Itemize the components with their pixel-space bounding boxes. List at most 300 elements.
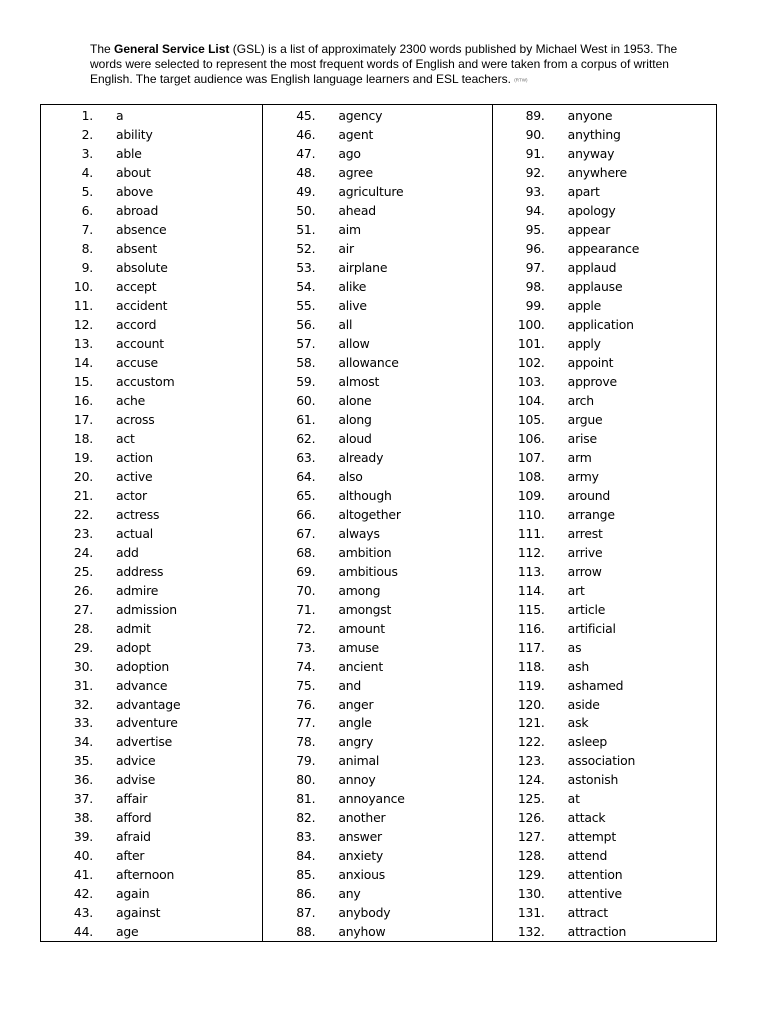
list-item [263,884,491,903]
list-item-number: 75. [296,677,316,693]
list-item-number: 21. [73,487,93,503]
list-item-word: appearance [567,240,640,256]
list-item-word: among [338,582,381,598]
list-item [493,581,716,600]
list-item [263,201,491,220]
list-item-word: already [338,449,384,465]
list-item [493,638,716,657]
list-item [41,638,262,657]
list-item-word: advice [116,753,156,769]
intro-body-text: (GSL) is a list of approximately 2300 words published by Michael West in 1953. The words were selected to represent the most frequent words of English and were taken from a corpus of written English. The target audience was English language learners and ESL teachers. [90,42,678,86]
list-item [41,201,262,220]
list-item [493,239,716,258]
list-item-number: 73. [296,639,316,655]
list-item-word: art [567,582,585,598]
intro-title-bold: General Service List [114,42,230,56]
list-item [493,277,716,296]
list-item-word: adoption [116,658,170,674]
list-item-number: 23. [73,525,93,541]
list-item-word: action [116,449,153,465]
list-item-number: 58. [296,354,316,370]
list-item-word: altogether [338,506,401,522]
list-item-number: 87. [296,905,316,921]
list-item [41,600,262,619]
list-item [41,353,262,372]
list-item-number: 72. [296,620,316,636]
list-item [41,714,262,733]
list-item [263,770,491,789]
list-item-word: ambition [338,544,392,560]
list-item-word: abroad [116,202,159,218]
list-item-number: 105. [517,411,545,427]
list-item-number: 38. [73,810,93,826]
list-item-number: 103. [517,373,545,389]
list-item-number: 29. [73,639,93,655]
list-item-number: 97. [525,259,545,275]
list-item [263,106,491,125]
list-item-word: anger [338,696,374,712]
list-item-word: against [116,905,161,921]
list-item-word: ashamed [567,677,624,693]
list-item [41,789,262,808]
list-item-number: 51. [296,221,316,237]
list-item [41,808,262,827]
list-item-word: aim [338,221,361,237]
list-item [41,163,262,182]
list-item-number: 63. [296,449,316,465]
list-item-number: 22. [73,506,93,522]
list-item-number: 112. [517,544,545,560]
list-item [493,201,716,220]
list-item [493,903,716,922]
list-item-word: anything [567,126,621,142]
list-item [493,391,716,410]
list-item-word: adopt [116,639,151,655]
list-item-word: allow [338,335,370,351]
list-item [493,657,716,676]
list-item-word: angle [338,715,372,731]
list-item-word: agent [338,126,374,142]
list-item [263,543,491,562]
list-item [263,676,491,695]
list-item-number: 24. [73,544,93,560]
list-item-number: 55. [296,297,316,313]
list-item [263,903,491,922]
list-item-word: apart [567,183,600,199]
list-item-number: 49. [296,183,316,199]
list-item-number: 31. [73,677,93,693]
list-item [263,391,491,410]
list-item-number: 32. [73,696,93,712]
list-item [41,846,262,865]
list-item-number: 20. [73,468,93,484]
list-item [41,391,262,410]
list-item-word: anyhow [338,924,386,940]
list-item [41,334,262,353]
list-item-number: 127. [517,829,545,845]
list-item-word: anywhere [567,164,627,180]
list-item-number: 35. [73,753,93,769]
list-item-word: any [338,886,361,902]
list-item-number: 132. [517,924,545,940]
list-item [493,789,716,808]
list-item [493,296,716,315]
list-item-word: afraid [116,829,151,845]
list-item-word: alone [338,392,372,408]
list-item-word: accuse [116,354,158,370]
list-item-word: apple [567,297,602,313]
list-item-word: afternoon [116,867,175,883]
list-item [263,789,491,808]
list-item [41,751,262,770]
list-item [263,808,491,827]
list-item-word: account [116,335,164,351]
list-item-word: arrange [567,506,615,522]
list-item-word: attack [567,810,606,826]
list-item-number: 122. [517,734,545,750]
list-item-word: add [116,544,139,560]
list-item-word: able [116,145,142,161]
list-item-word: article [567,601,606,617]
list-item-word: appoint [567,354,614,370]
list-item-number: 50. [296,202,316,218]
list-item-number: 34. [73,734,93,750]
list-item [41,144,262,163]
list-item-number: 85. [296,867,316,883]
list-item-word: ahead [338,202,376,218]
list-item-number: 78. [296,734,316,750]
list-item [493,562,716,581]
list-item-number: 26. [73,582,93,598]
list-item-number: 9. [81,259,93,275]
list-item-word: artificial [567,620,616,636]
list-item-word: advantage [116,696,181,712]
list-item-number: 2. [81,126,93,142]
list-item-word: arise [567,430,597,446]
list-item-number: 131. [517,905,545,921]
list-item-word: actor [116,487,147,503]
list-item [41,125,262,144]
list-item [263,714,491,733]
list-item-word: attentive [567,886,622,902]
list-item-number: 74. [296,658,316,674]
list-item-word: ash [567,658,589,674]
list-item-number: 64. [296,468,316,484]
list-item-word: army [567,468,599,484]
list-item-number: 111. [517,525,545,541]
list-item [493,865,716,884]
list-item-word: affair [116,791,148,807]
list-item [493,846,716,865]
list-item-number: 40. [73,848,93,864]
list-item-number: 94. [525,202,545,218]
list-item [263,486,491,505]
list-item [41,467,262,486]
list-item [263,353,491,372]
list-item [493,922,716,941]
list-item-number: 4. [81,164,93,180]
list-item-number: 13. [73,335,93,351]
list-item-number: 83. [296,829,316,845]
list-item-word: after [116,848,145,864]
list-item-word: absence [116,221,167,237]
list-item-number: 89. [525,107,545,123]
list-item-word: applause [567,278,623,294]
list-item-word: ago [338,145,361,161]
list-item-word: advise [116,772,156,788]
list-item-number: 1. [81,107,93,123]
list-item [263,695,491,714]
list-item-word: agree [338,164,373,180]
list-item-word: ache [116,392,146,408]
list-item-number: 39. [73,829,93,845]
list-item-word: arch [567,392,594,408]
list-item-word: also [338,468,363,484]
list-item [493,315,716,334]
list-item-word: across [116,411,155,427]
list-item [263,296,491,315]
list-item [263,125,491,144]
word-column-3 [492,105,716,941]
list-item-number: 113. [517,563,545,579]
list-item-word: arrow [567,563,602,579]
list-item [263,315,491,334]
list-item-number: 3. [81,145,93,161]
list-item-number: 98. [525,278,545,294]
list-item-word: admission [116,601,177,617]
list-item-word: age [116,924,139,940]
list-item [263,410,491,429]
list-item [41,732,262,751]
list-item-word: apology [567,202,616,218]
list-item-number: 12. [73,316,93,332]
list-item [41,182,262,201]
list-item-number: 5. [81,183,93,199]
list-item [263,732,491,751]
list-item [493,732,716,751]
list-item [263,220,491,239]
list-item-number: 48. [296,164,316,180]
list-item-number: 92. [525,164,545,180]
list-item-number: 86. [296,886,316,902]
word-list-table [40,104,717,942]
list-item-word: absolute [116,259,168,275]
list-item-word: ability [116,126,153,142]
list-item-number: 15. [73,373,93,389]
list-item [263,505,491,524]
list-item-word: although [338,487,392,503]
list-item-word: accustom [116,373,175,389]
list-item-number: 102. [517,354,545,370]
list-item [493,429,716,448]
list-item-number: 18. [73,430,93,446]
list-item-word: above [116,183,153,199]
list-item-number: 7. [81,221,93,237]
list-item [493,258,716,277]
list-item [41,429,262,448]
list-item [263,277,491,296]
list-item-word: attend [567,848,608,864]
list-item [493,714,716,733]
list-item [493,505,716,524]
list-item-word: applaud [567,259,617,275]
list-item-number: 115. [517,601,545,617]
list-item-number: 95. [525,221,545,237]
list-item [263,846,491,865]
list-item [493,695,716,714]
list-item-number: 69. [296,563,316,579]
list-item [41,695,262,714]
list-item-word: adventure [116,715,178,731]
list-item-number: 109. [517,487,545,503]
list-item [263,600,491,619]
list-item [493,144,716,163]
list-item-number: 41. [73,867,93,883]
list-item-number: 47. [296,145,316,161]
list-item-word: anxiety [338,848,383,864]
list-item-word: absent [116,240,158,256]
list-item [41,106,262,125]
list-item-word: accept [116,278,157,294]
list-item-number: 28. [73,620,93,636]
list-item-number: 36. [73,772,93,788]
list-item [263,258,491,277]
list-item-number: 126. [517,810,545,826]
list-item-number: 60. [296,392,316,408]
list-item [263,865,491,884]
intro-paragraph [90,42,690,87]
list-item [263,163,491,182]
list-item-word: advertise [116,734,173,750]
list-item [41,296,262,315]
list-item-word: ancient [338,658,383,674]
list-item [493,467,716,486]
list-item-number: 84. [296,848,316,864]
list-item-number: 104. [517,392,545,408]
list-item [493,125,716,144]
list-item-word: anyone [567,107,613,123]
list-item-number: 101. [517,335,545,351]
list-item-word: almost [338,373,380,389]
list-item-word: astonish [567,772,619,788]
list-item [41,543,262,562]
list-item-word: attempt [567,829,616,845]
list-item [41,277,262,296]
list-item-number: 30. [73,658,93,674]
list-item [263,524,491,543]
list-item-word: afford [116,810,152,826]
list-item-number: 56. [296,316,316,332]
list-item-number: 81. [296,791,316,807]
list-item-number: 120. [517,696,545,712]
list-item-word: annoyance [338,791,405,807]
list-item-number: 108. [517,468,545,484]
list-item-number: 25. [73,563,93,579]
list-item-number: 93. [525,183,545,199]
list-item-number: 123. [517,753,545,769]
list-item-number: 52. [296,240,316,256]
list-item [41,657,262,676]
list-item [41,676,262,695]
list-item [263,334,491,353]
list-item-word: as [567,639,582,655]
list-item [41,448,262,467]
list-item [263,619,491,638]
list-item [41,865,262,884]
list-item-word: alike [338,278,367,294]
list-item-number: 130. [517,886,545,902]
list-item [41,581,262,600]
list-item-word: agency [338,107,383,123]
list-item-word: anyway [567,145,615,161]
list-item-word: amongst [338,601,392,617]
list-item [263,922,491,941]
list-item-number: 88. [296,924,316,940]
list-item [493,884,716,903]
list-item-word: airplane [338,259,388,275]
list-item [263,448,491,467]
list-item-word: apply [567,335,601,351]
list-item-word: along [338,411,372,427]
list-item [41,922,262,941]
list-item-number: 59. [296,373,316,389]
list-item-word: address [116,563,164,579]
list-item-word: air [338,240,354,256]
list-item [493,353,716,372]
list-item-number: 91. [525,145,545,161]
intro-source-tag: (RTW) [514,77,528,83]
list-item-number: 71. [296,601,316,617]
intro-lead-text: The [90,42,115,56]
list-item-number: 125. [517,791,545,807]
list-item [263,372,491,391]
list-item-word: accord [116,316,157,332]
list-item-word: attract [567,905,608,921]
list-item-word: actress [116,506,160,522]
list-item-word: at [567,791,580,807]
list-item [493,372,716,391]
list-item-word: attention [567,867,623,883]
list-item-number: 6. [81,202,93,218]
list-item [41,903,262,922]
list-item [263,429,491,448]
list-item-number: 62. [296,430,316,446]
list-item [263,182,491,201]
list-item [41,315,262,334]
list-item [263,827,491,846]
list-item [41,258,262,277]
list-item-number: 70. [296,582,316,598]
list-item-word: amuse [338,639,379,655]
list-item-number: 76. [296,696,316,712]
list-item-word: all [338,316,353,332]
list-item-word: allowance [338,354,399,370]
list-item-number: 82. [296,810,316,826]
list-item-number: 128. [517,848,545,864]
list-item-number: 19. [73,449,93,465]
list-item-number: 80. [296,772,316,788]
list-item [493,106,716,125]
list-item-word: annoy [338,772,376,788]
list-item-word: amount [338,620,385,636]
list-item-word: always [338,525,380,541]
list-item [493,410,716,429]
list-item-number: 17. [73,411,93,427]
list-item-word: agriculture [338,183,404,199]
list-item-word: animal [338,753,380,769]
list-item-number: 114. [517,582,545,598]
list-item [41,410,262,429]
